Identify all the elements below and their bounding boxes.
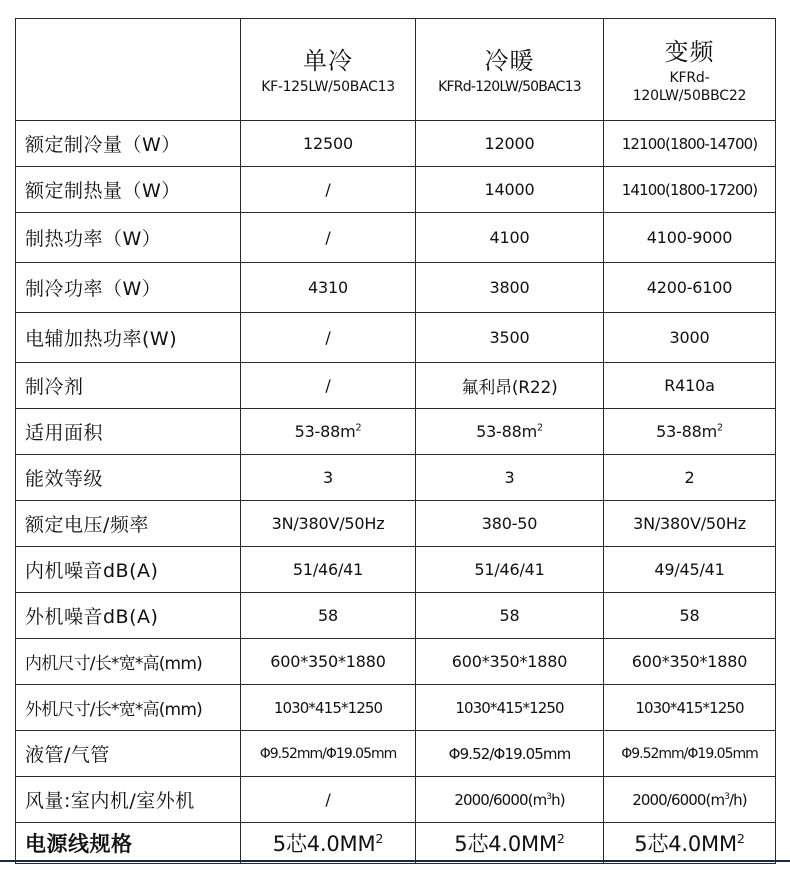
cell-cooling-heating: Φ9.52/Φ19.05mm bbox=[416, 731, 604, 777]
header-cell-inverter bbox=[604, 19, 776, 121]
cell-inverter bbox=[604, 409, 776, 455]
cell-single-cooling: 4310 bbox=[241, 263, 416, 313]
header-empty-cell bbox=[16, 19, 241, 121]
table-row bbox=[16, 685, 776, 731]
cell-single-cooling bbox=[241, 823, 416, 864]
cell-single-cooling: / bbox=[241, 167, 416, 213]
row-label: 电辅加热功率(W) bbox=[16, 313, 241, 363]
header-name: 变频 bbox=[664, 37, 715, 66]
row-label: 制冷功率（W） bbox=[16, 263, 241, 313]
superscript: 2 bbox=[536, 422, 543, 434]
header-row bbox=[16, 19, 776, 121]
cell-cooling-heating bbox=[416, 409, 604, 455]
row-label: 外机尺寸/长*宽*高(mm) bbox=[16, 685, 241, 731]
value-text: /h) bbox=[729, 790, 747, 809]
cell-single-cooling: / bbox=[241, 777, 416, 823]
table-row bbox=[16, 593, 776, 639]
cell-cooling-heating: 3500 bbox=[416, 313, 604, 363]
table-row bbox=[16, 455, 776, 501]
value-text: 53-88m bbox=[294, 422, 356, 441]
cell-inverter: 58 bbox=[604, 593, 776, 639]
cell-inverter: 12100(1800-14700) bbox=[604, 121, 776, 167]
header-cell-single-cooling bbox=[241, 19, 416, 121]
row-label: 外机噪音dB(A) bbox=[16, 593, 241, 639]
table-row bbox=[16, 777, 776, 823]
table-row bbox=[16, 213, 776, 263]
header-cell-cooling-heating bbox=[416, 19, 604, 121]
cell-single-cooling: 3N/380V/50Hz bbox=[241, 501, 416, 547]
cell-inverter: 1030*415*1250 bbox=[604, 685, 776, 731]
cell-cooling-heating: 51/46/41 bbox=[416, 547, 604, 593]
cell-single-cooling: 1030*415*1250 bbox=[241, 685, 416, 731]
value-text: 2000/6000(m bbox=[454, 790, 547, 809]
table-row bbox=[16, 409, 776, 455]
cell-inverter: 4100-9000 bbox=[604, 213, 776, 263]
header-name: 冷暖 bbox=[484, 46, 535, 75]
header-name: 单冷 bbox=[303, 46, 353, 75]
row-label: 风量:室内机/室外机 bbox=[16, 777, 241, 823]
cell-inverter: 3N/380V/50Hz bbox=[604, 501, 776, 547]
row-label: 内机噪音dB(A) bbox=[16, 547, 241, 593]
row-label: 能效等级 bbox=[16, 455, 241, 501]
cell-inverter: 2 bbox=[604, 455, 776, 501]
cell-inverter: 49/45/41 bbox=[604, 547, 776, 593]
cell-cooling-heating: 600*350*1880 bbox=[416, 639, 604, 685]
cell-inverter: R410a bbox=[604, 363, 776, 409]
cell-single-cooling: 12500 bbox=[241, 121, 416, 167]
row-label: 额定电压/频率 bbox=[16, 501, 241, 547]
superscript: 3 bbox=[724, 791, 730, 802]
superscript: 2 bbox=[556, 831, 565, 846]
table-row bbox=[16, 263, 776, 313]
cell-cooling-heating: 12000 bbox=[416, 121, 604, 167]
cell-cooling-heating bbox=[416, 777, 604, 823]
cell-cooling-heating bbox=[416, 823, 604, 864]
superscript: 3 bbox=[546, 791, 552, 802]
cell-inverter: Φ9.52mm/Φ19.05mm bbox=[604, 731, 776, 777]
superscript: 2 bbox=[716, 422, 723, 434]
value-text: 2000/6000(m bbox=[632, 790, 725, 809]
cell-inverter: 600*350*1880 bbox=[604, 639, 776, 685]
value-text: 53-88m bbox=[476, 422, 537, 441]
value-text: 5芯4.0MM bbox=[272, 832, 376, 856]
table-row bbox=[16, 313, 776, 363]
table-row bbox=[16, 501, 776, 547]
cell-cooling-heating: 3800 bbox=[416, 263, 604, 313]
table-row bbox=[16, 639, 776, 685]
row-label: 液管/气管 bbox=[16, 731, 241, 777]
cell-single-cooling: / bbox=[241, 313, 416, 363]
cell-inverter bbox=[604, 777, 776, 823]
row-label: 额定制冷量（W） bbox=[16, 121, 241, 167]
cell-inverter: 3000 bbox=[604, 313, 776, 363]
bottom-divider bbox=[0, 860, 790, 862]
cell-single-cooling: / bbox=[241, 213, 416, 263]
superscript: 2 bbox=[355, 422, 362, 434]
table-row bbox=[16, 823, 776, 864]
cell-inverter: 14100(1800-17200) bbox=[604, 167, 776, 213]
superscript: 2 bbox=[375, 831, 384, 846]
row-label: 电源线规格 bbox=[16, 823, 241, 864]
value-text: 5芯4.0MM bbox=[634, 832, 737, 856]
superscript: 2 bbox=[736, 831, 745, 846]
table-row bbox=[16, 167, 776, 213]
header-model: KFRd-120LW/50BAC13 bbox=[438, 78, 581, 95]
cell-cooling-heating: 58 bbox=[416, 593, 604, 639]
table-row bbox=[16, 731, 776, 777]
cell-cooling-heating: 4100 bbox=[416, 213, 604, 263]
table-row bbox=[16, 121, 776, 167]
cell-inverter: 4200-6100 bbox=[604, 263, 776, 313]
row-label: 适用面积 bbox=[16, 409, 241, 455]
header-model: KF-125LW/50BAC13 bbox=[261, 78, 395, 95]
spec-table bbox=[15, 18, 776, 864]
cell-single-cooling: 3 bbox=[241, 455, 416, 501]
row-label: 额定制热量（W） bbox=[16, 167, 241, 213]
table-row bbox=[16, 363, 776, 409]
cell-single-cooling bbox=[241, 409, 416, 455]
row-label: 制冷剂 bbox=[16, 363, 241, 409]
value-text: 5芯4.0MM bbox=[454, 832, 557, 856]
row-label: 内机尺寸/长*宽*高(mm) bbox=[16, 639, 241, 685]
cell-cooling-heating: 3 bbox=[416, 455, 604, 501]
cell-cooling-heating: 380-50 bbox=[416, 501, 604, 547]
value-text: 53-88m bbox=[656, 422, 717, 441]
header-model: KFRd-120LW/50BBC22 bbox=[632, 69, 747, 104]
cell-cooling-heating: 14000 bbox=[416, 167, 604, 213]
table-row bbox=[16, 547, 776, 593]
row-label: 制热功率（W） bbox=[16, 213, 241, 263]
cell-cooling-heating: 氟利昂(R22) bbox=[416, 363, 604, 409]
cell-inverter bbox=[604, 823, 776, 864]
cell-single-cooling: 58 bbox=[241, 593, 416, 639]
value-text: h) bbox=[551, 790, 565, 809]
cell-single-cooling: / bbox=[241, 363, 416, 409]
cell-single-cooling: 600*350*1880 bbox=[241, 639, 416, 685]
cell-single-cooling: Φ9.52mm/Φ19.05mm bbox=[241, 731, 416, 777]
cell-cooling-heating: 1030*415*1250 bbox=[416, 685, 604, 731]
cell-single-cooling: 51/46/41 bbox=[241, 547, 416, 593]
